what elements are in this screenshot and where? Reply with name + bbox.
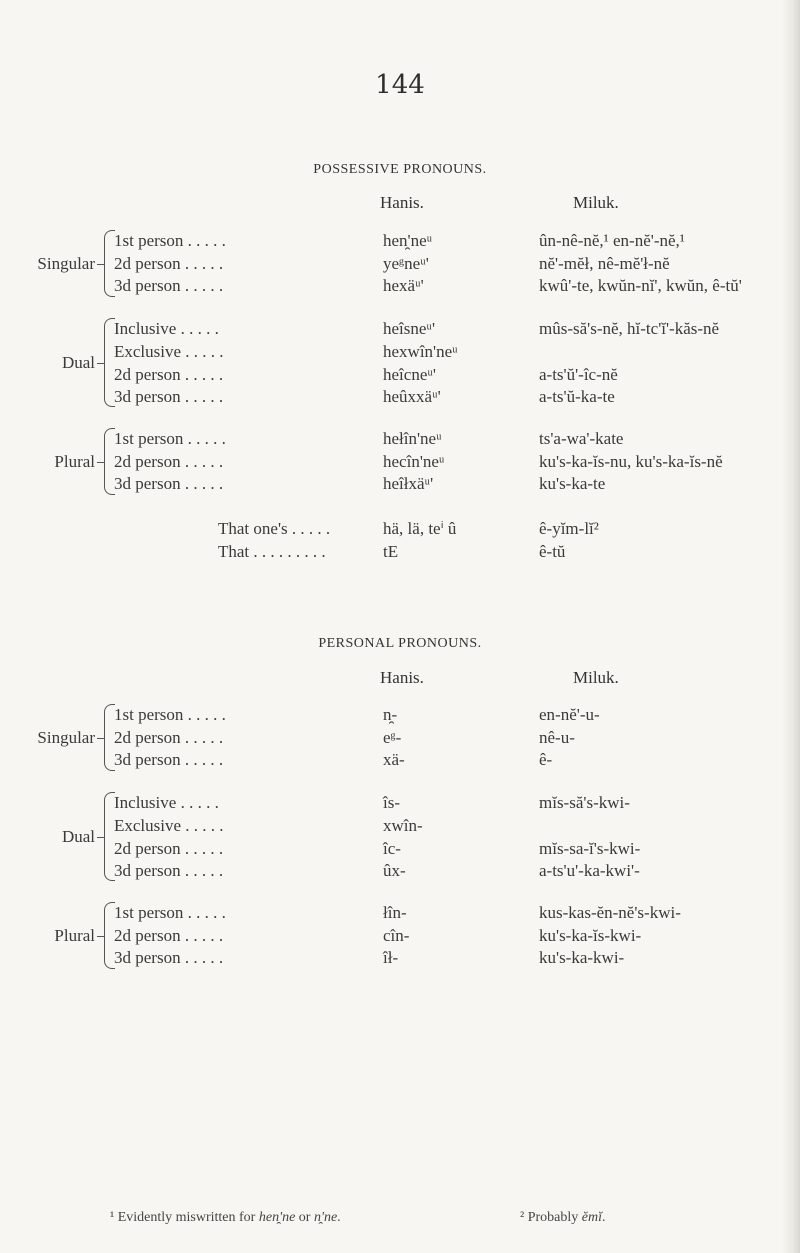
hanis-form: heîsneᵘ': [383, 319, 436, 338]
hanis-form: heîłxäᵘ': [383, 474, 434, 493]
person-label: 3d person . . . . .: [114, 948, 224, 967]
hanis-form: ûx-: [383, 861, 406, 880]
person-label: 3d person . . . . .: [114, 750, 224, 769]
footnote-1-end: .: [337, 1210, 341, 1225]
personal-section-title: PERSONAL PRONOUNS.: [318, 636, 482, 651]
person-label: 3d person . . . . .: [114, 276, 224, 295]
personal-table-row: [0, 925, 800, 947]
personal-miluk-header: Miluk.: [573, 668, 619, 687]
footnote-2: [520, 1210, 605, 1226]
demonstrative-label: That . . . . . . . . .: [218, 542, 326, 561]
miluk-form: ku's-ka-te: [539, 474, 606, 493]
miluk-form: nê-u-: [539, 728, 575, 747]
person-label: 1st person . . . . .: [114, 231, 226, 250]
possessive-dual-label: Dual: [61, 353, 95, 372]
personal-plural-label: Plural: [54, 926, 95, 945]
hanis-form: łîn-: [383, 903, 407, 922]
footnote-1-form-b: n̯'ne: [313, 1210, 338, 1225]
possessive-table-row: [0, 253, 800, 275]
person-label: Inclusive . . . . .: [114, 319, 219, 338]
miluk-form: ê-tŭ: [539, 542, 566, 561]
personal-table-row: [0, 792, 800, 814]
miluk-form: mĭs-să's-kwi-: [539, 793, 630, 812]
person-label: 2d person . . . . .: [114, 254, 224, 273]
footnote-1: [110, 1210, 341, 1226]
person-label: 2d person . . . . .: [114, 452, 224, 471]
footnote-1-marker: ¹: [110, 1210, 115, 1225]
miluk-form: nĕ'-mĕł, nê-mĕ'ł-nĕ: [539, 254, 670, 273]
footnote-1-text: Evidently miswritten for: [114, 1210, 259, 1225]
hanis-form: îc-: [383, 839, 401, 858]
person-label: 2d person . . . . .: [114, 839, 224, 858]
person-label: 1st person . . . . .: [114, 429, 226, 448]
miluk-form: ku's-ka-ĭs-kwi-: [539, 926, 642, 945]
person-label: 1st person . . . . .: [114, 705, 226, 724]
personal-table-row: [0, 727, 800, 749]
possessive-plural-label: Plural: [54, 452, 95, 471]
miluk-form: kus-kas-ĕn-nĕ's-kwi-: [539, 903, 681, 922]
hanis-form: hä, lä, teⁱ û: [383, 519, 457, 538]
possessive-table-row: [0, 541, 800, 563]
miluk-form: ûn-nê-nĕ,¹ en-nĕ'-nĕ,¹: [539, 231, 685, 250]
personal-singular-label: Singular: [37, 728, 95, 747]
hanis-form: hen̯'neᵘ: [383, 231, 433, 250]
miluk-form: mûs-să's-nĕ, hĭ-tc'ĭ'-kăs-nĕ: [539, 319, 720, 338]
hanis-form: xä-: [383, 750, 405, 769]
possessive-table-row: [0, 451, 800, 473]
person-label: Exclusive . . . . .: [114, 816, 224, 835]
hanis-form: hexäᵘ': [383, 276, 424, 295]
personal-table-row: [0, 749, 800, 771]
miluk-form: kwû'-te, kwŭn-nĭ', kwŭn, ê-tŭ': [539, 276, 742, 295]
miluk-form: a-ts'ŭ'-îc-nĕ: [539, 365, 618, 384]
personal-hanis-header: Hanis.: [380, 668, 424, 687]
footnote-2-text: Probably: [524, 1210, 582, 1225]
miluk-form: mĭs-sa-ĭ's-kwi-: [539, 839, 641, 858]
footnote-2-marker: ²: [520, 1210, 525, 1225]
possessive-table-row: [0, 230, 800, 252]
hanis-form: tE: [383, 542, 399, 561]
possessive-singular-label: Singular: [37, 254, 95, 273]
possessive-table-row: [0, 275, 800, 297]
person-label: 3d person . . . . .: [114, 861, 224, 880]
miluk-form: ku's-ka-ĭs-nu, ku's-ka-ĭs-nĕ: [539, 452, 723, 471]
hanis-form: eᵍ-: [383, 728, 402, 747]
person-label: 2d person . . . . .: [114, 365, 224, 384]
possessive-table-row: [0, 341, 800, 363]
hanis-form: heîcneᵘ': [383, 365, 436, 384]
miluk-form: ê-yĭm-lĭ²: [539, 519, 599, 538]
miluk-form: ê-: [539, 750, 553, 769]
hanis-form: hełîn'neᵘ: [383, 429, 442, 448]
personal-table-row: [0, 860, 800, 882]
miluk-form: a-ts'u'-ka-kwi'-: [539, 861, 640, 880]
hanis-form: hexwîn'neᵘ: [383, 342, 458, 361]
hanis-form: n̯-: [383, 705, 398, 724]
hanis-form: hecîn'neᵘ: [383, 452, 445, 471]
person-label: 3d person . . . . .: [114, 474, 224, 493]
possessive-hanis-header: Hanis.: [380, 193, 424, 212]
page-edge-shadow: [782, 0, 800, 1253]
demonstrative-label: That one's . . . . .: [218, 519, 331, 538]
footnote-2-end: .: [601, 1210, 606, 1225]
personal-table-row: [0, 838, 800, 860]
person-label: 1st person . . . . .: [114, 903, 226, 922]
person-label: 2d person . . . . .: [114, 728, 224, 747]
footnote-1-or: or: [295, 1210, 314, 1225]
hanis-form: cîn-: [383, 926, 410, 945]
possessive-table-row: [0, 518, 800, 540]
person-label: Exclusive . . . . .: [114, 342, 224, 361]
personal-table-row: [0, 704, 800, 726]
hanis-form: xwîn-: [383, 816, 423, 835]
miluk-form: ku's-ka-kwi-: [539, 948, 625, 967]
possessive-table-row: [0, 473, 800, 495]
miluk-form: ts'a-wa'-kate: [539, 429, 624, 448]
hanis-form: yeᵍneᵘ': [383, 254, 429, 273]
person-label: 2d person . . . . .: [114, 926, 224, 945]
possessive-table-row: [0, 428, 800, 450]
possessive-miluk-header: Miluk.: [573, 193, 619, 212]
possessive-table-row: [0, 364, 800, 386]
person-label: 3d person . . . . .: [114, 387, 224, 406]
personal-table-row: [0, 947, 800, 969]
hanis-form: îł-: [383, 948, 399, 967]
possessive-table-row: [0, 386, 800, 408]
personal-table-row: [0, 815, 800, 837]
hanis-form: heûxxäᵘ': [383, 387, 441, 406]
possessive-table-row: [0, 318, 800, 340]
person-label: Inclusive . . . . .: [114, 793, 219, 812]
miluk-form: en-nĕ'-u-: [539, 705, 600, 724]
page-number: 144: [375, 70, 425, 100]
footnote-2-form: ĕmĭ: [581, 1210, 602, 1225]
miluk-form: a-ts'ŭ-ka-te: [539, 387, 615, 406]
personal-table-row: [0, 902, 800, 924]
footnote-1-form-a: hen̯'ne: [258, 1210, 296, 1225]
hanis-form: îs-: [383, 793, 400, 812]
possessive-section-title: POSSESSIVE PRONOUNS.: [313, 162, 487, 177]
personal-dual-label: Dual: [61, 827, 95, 846]
